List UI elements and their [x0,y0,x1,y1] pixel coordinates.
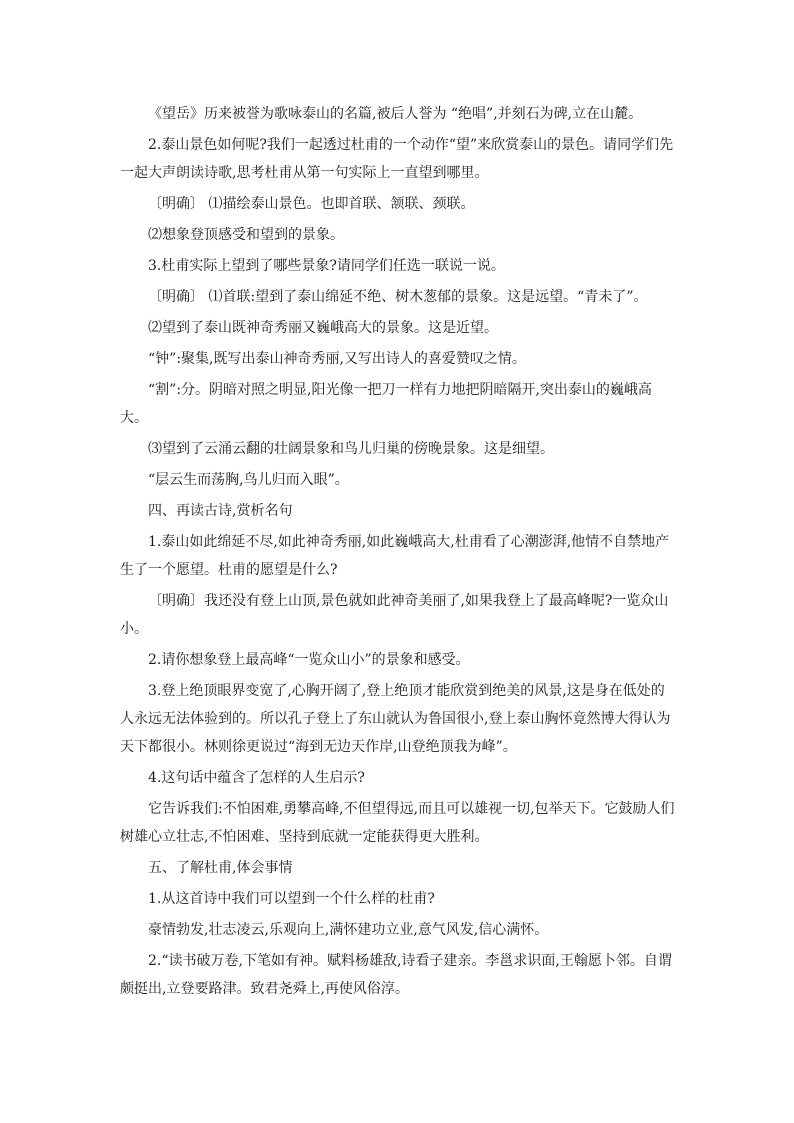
paragraph: ⑵望到了泰山既神奇秀丽又巍峨高大的景象。这是近望。 [148,320,498,336]
paragraph: 它告诉我们:不怕困难,勇攀高峰,不但望得远,而且可以雄视一切,包举天下。它鼓励人们树雄心立壮志,不怕困难、坚持到底就一定能获得更大胜利。 [120,801,675,845]
paragraph: 4.这句话中蕴含了怎样的人生启示? [148,770,365,786]
paragraph: “层云生而荡胸,鸟儿归而入眼”。 [148,472,349,488]
paragraph: ⑶望到了云涌云翻的壮阔景象和鸟儿归巢的傍晚景象。这是细望。 [148,441,554,457]
paragraph: 1.泰山如此绵延不尽,如此神奇秀丽,如此巍峨高大,杜甫看了心潮澎湃,他情不自禁地产生了一个愿望。杜甫的愿望是什么? [120,534,670,578]
paragraph: 3.杜甫实际上望到了哪些景象?请同学们任选一联说一说。 [148,258,505,274]
document-body [120,100,675,1006]
paragraph: 《望岳》历来被誉为歌咏泰山的名篇,被后人誉为 “绝唱”,并刻石为碑,立在山麓。 [148,106,643,122]
paragraph: 3.登上绝顶眼界变宽了,心胸开阔了,登上绝顶才能欣赏到绝美的风景,这是身在低处的人永远无法体验到的。所以孔子登上了东山就认为鲁国很小,登上泰山胸怀竟然博大得认为天下都很小。林则徐更说过“海到无边天作岸,山登绝顶我为峰”。 [120,683,671,755]
paragraph: 1.从这首诗中我们可以望到一个什么样的杜甫? [148,891,435,907]
paragraph: “钟”:聚集,既写出泰山神奇秀丽,又写出诗人的喜爱赞叹之情。 [148,351,526,367]
paragraph: “割”:分。阴暗对照之明显,阳光像一把刀一样有力地把阴暗隔开,突出泰山的巍峨高大。 [120,382,652,426]
paragraph: 〔明确〕我还没有登上山顶,景色就如此神奇美丽了,如果我登上了最高峰呢?一览众山小。 [120,593,669,637]
paragraph: 2.请你想象登上最高峰“一览众山小”的景象和感受。 [148,652,470,668]
section-heading: 四、再读古诗,赏析名句 [148,503,293,519]
paragraph: 〔明确〕 ⑴首联:望到了泰山绵延不绝、树木葱郁的景象。这是远望。“青未了”。 [148,289,648,305]
paragraph: 豪情勃发,壮志凌云,乐观向上,满怀建功立业,意气风发,信心满怀。 [148,922,549,938]
paragraph: 2.“读书破万卷,下笔如有神。赋料杨雄敌,诗看子建亲。李邕求识面,王翰愿卜邻。自谓颇挺出,立登要路津。致君尧舜上,再使风俗淳。 [120,953,672,997]
section-heading: 五、了解杜甫,体会事情 [148,860,293,876]
paragraph: 〔明确〕 ⑴描绘泰山景色。也即首联、颔联、颈联。 [148,196,475,212]
paragraph: 2.泰山景色如何呢?我们一起透过杜甫的一个动作“望”来欣赏泰山的景色。请同学们先一起大声朗读诗歌,思考杜甫从第一句实际上一直望到哪里。 [120,137,674,181]
paragraph: ⑵想象登顶感受和望到的景象。 [148,227,344,243]
